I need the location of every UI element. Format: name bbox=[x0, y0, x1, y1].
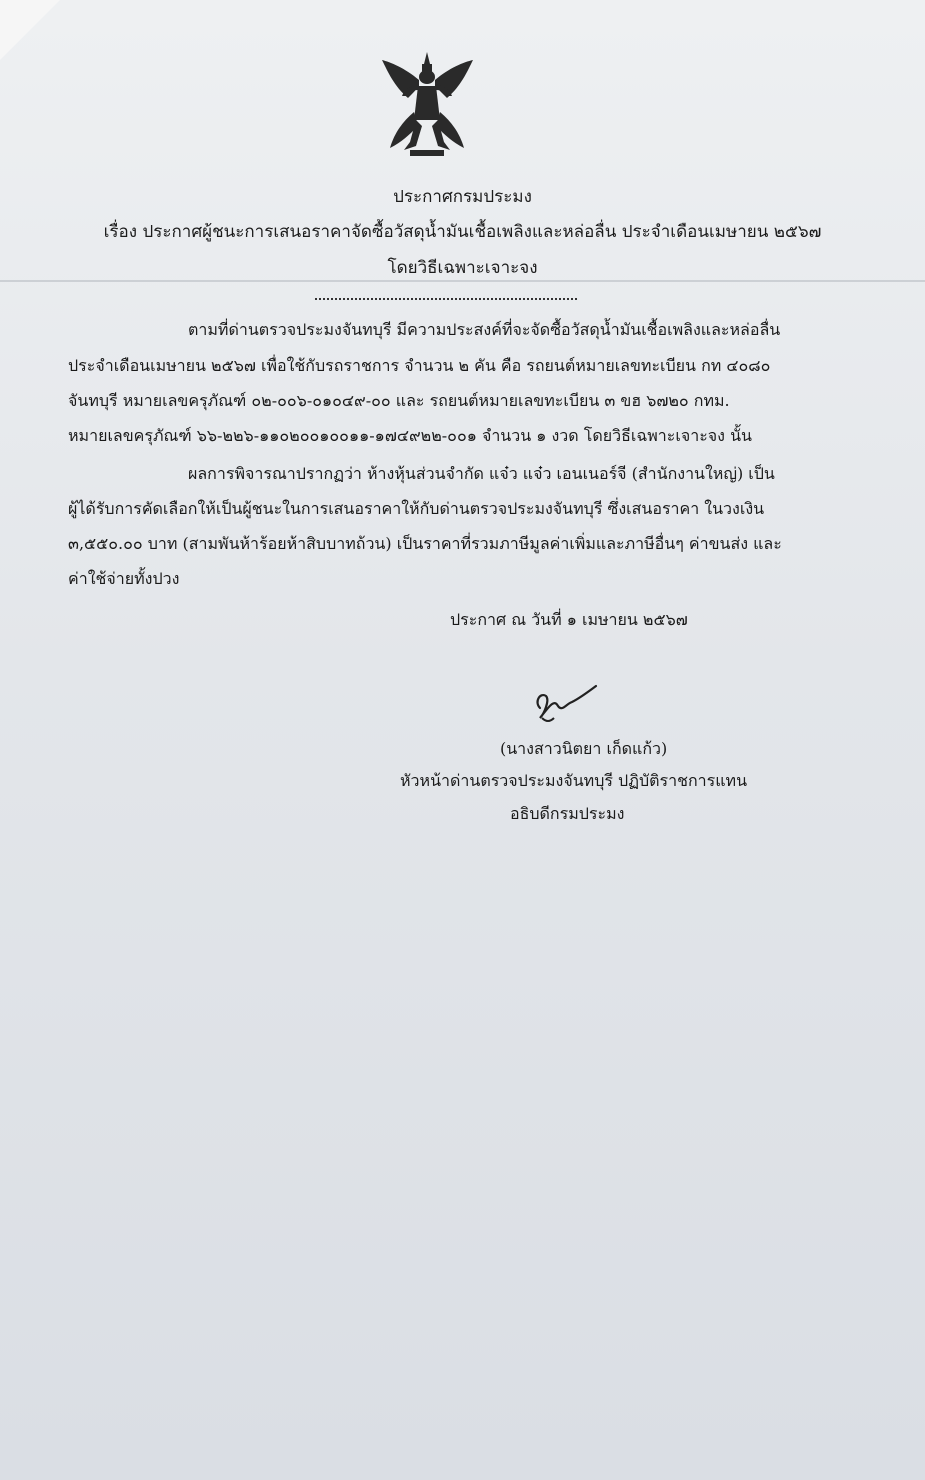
signatory-position: หัวหน้าด่านตรวจประมงจันทบุรี ปฏิบัติราชการแทน bbox=[400, 771, 747, 790]
signatory-name: (นางสาวนิตยา เก็ดแก้ว) bbox=[500, 739, 668, 758]
garuda-emblem bbox=[380, 50, 475, 160]
signatory-on-behalf-of: อธิบดีกรมประมง bbox=[510, 804, 625, 823]
paragraph1-line3: จันทบุรี หมายเลขครุภัณฑ์ ๐๒-๐๐๖-๐๑๐๔๙-๐๐ และ รถยนต์หมายเลขทะเบียน ๓ ขฮ ๖๗๒๐ กทม. bbox=[68, 391, 730, 410]
document-subject-method: โดยวิธีเฉพาะเจาะจง bbox=[387, 258, 538, 278]
separator-dotted-line bbox=[315, 298, 577, 300]
paragraph1-line2: ประจำเดือนเมษายน ๒๕๖๗ เพื่อใช้กับรถราชการ จำนวน ๒ คัน คือ รถยนต์หมายเลขทะเบียน กท ๔๐๘๐ bbox=[68, 356, 771, 375]
document-authority: ประกาศกรมประมง bbox=[393, 187, 532, 207]
paragraph2-line4: ค่าใช้จ่ายทั้งปวง bbox=[68, 569, 180, 588]
paragraph1-line1: ตามที่ด่านตรวจประมงจันทบุรี มีความประสงค์ที่จะจัดซื้อวัสดุน้ำมันเชื้อเพลิงและหล่อลื่น bbox=[188, 320, 781, 339]
paragraph2-line3: ๓,๕๕๐.๐๐ บาท (สามพันห้าร้อยห้าสิบบาทถ้วน) เป็นราคาที่รวมภาษีมูลค่าเพิ่มและภาษีอื่นๆ ค่าขนส่ง และ bbox=[68, 534, 782, 553]
announcement-date: ประกาศ ณ วันที่ ๑ เมษายน ๒๕๖๗ bbox=[450, 610, 688, 629]
paragraph2-line1: ผลการพิจารณาปรากฏว่า ห้างหุ้นส่วนจำกัด แจ๋ว แจ๋ว เอนเนอร์จี (สำนักงานใหญ่) เป็น bbox=[188, 464, 775, 483]
page-corner-fold bbox=[0, 0, 60, 60]
paragraph2-line2: ผู้ได้รับการคัดเลือกให้เป็นผู้ชนะในการเสนอราคาให้กับด่านตรวจประมงจันทบุรี ซึ่งเสนอราคา ในวงเงิน bbox=[68, 499, 765, 518]
document-subject: เรื่อง ประกาศผู้ชนะการเสนอราคาจัดซื้อวัสดุน้ำมันเชื้อเพลิงและหล่อลื่น ประจำเดือนเมษายน ๒๕๖๗ bbox=[103, 222, 822, 242]
handwritten-signature bbox=[530, 678, 600, 728]
paragraph1-line4: หมายเลขครุภัณฑ์ ๖๖-๒๒๖-๑๑๐๒๐๐๑๐๐๑๑-๑๗๔๙๒๒-๐๐๑ จำนวน ๑ งวด โดยวิธีเฉพาะเจาะจง นั้น bbox=[68, 426, 752, 445]
